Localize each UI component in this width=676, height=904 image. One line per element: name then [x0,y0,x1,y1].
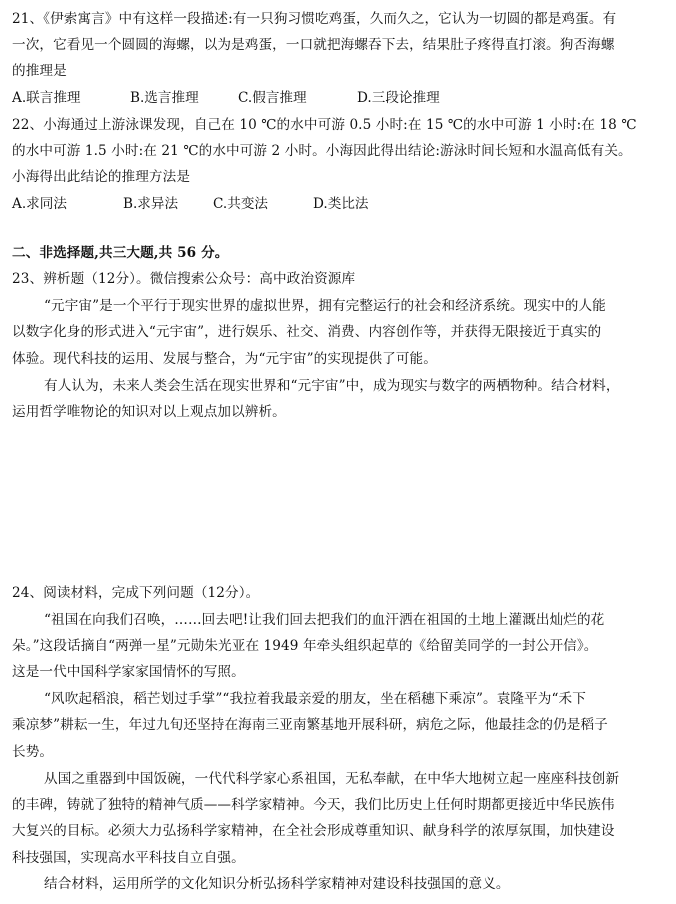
q23-header: 23、辨析题（12分）。微信搜索公众号：高中政治资源库 [12,271,356,287]
q24-para3-line-1: 从国之重器到中国饭碗，一代代科学家心系祖国，无私奉献，在中华大地树立起一座座科技创新 [44,771,620,787]
q21-line-3: 的推理是 [12,63,67,79]
q23-para2-line-1: 有人认为，未来人类会生活在现实世界和“元宇宙”中，成为现实与数字的两栖物种。结合材料， [44,378,620,394]
q24-para3-line-4: 科技强国，实现高水平科技自立自强。 [12,850,245,866]
q24-para1-line-3: 这是一代中国科学家家国情怀的写照。 [12,664,245,680]
q24-para4-line-1: 结合材料，运用所学的文化知识分析弘扬科学家精神对建设科技强国的意义。 [44,876,510,892]
q23-para1-line-1: “元宇宙”是一个平行于现实世界的虚拟世界，拥有完整运行的社会和经济系统。现实中的人能 [44,298,606,314]
q23-para1-line-2: 以数字化身的形式进入“元宇宙”，进行娱乐、社交、消费、内容创作等，并获得无限接近于真实的 [12,324,602,340]
q21-line-1: 21、《伊索寓言》中有这样一段描述:有一只狗习惯吃鸡蛋，久而久之，它认为一切圆的都是鸡蛋。有 [12,11,617,27]
q21-option-b: B.选言推理 [130,90,199,106]
q21-option-d: D.三段论推理 [357,90,440,106]
q22-line-1: 22、小海通过上游泳课发现，自己在 10 ℃的水中可游 0.5 小时:在 15 ℃的水中可游 1 小时:在 18 ℃ [12,117,637,133]
q24-header: 24、阅读材料，完成下列问题（12分）。 [12,585,260,601]
q21-line-2: 一次，它看见一个圆圆的海螺，以为是鸡蛋，一口就把海螺吞下去，结果肚子疼得直打滚。狗否海螺 [12,37,615,53]
q22-option-d: D.类比法 [313,196,369,212]
q21-option-a: A.联言推理 [12,90,81,106]
q24-para1-line-1: “祖国在向我们召唤，……回去吧!让我们回去把我们的血汗洒在祖国的土地上灌溉出灿烂的花 [44,612,605,628]
q24-para2-line-3: 长势。 [12,744,54,760]
q24-para2-line-2: 乘凉梦”耕耘一生，年过九旬还坚持在海南三亚南繁基地开展科研，病危之际，他最挂念的仍是稻子 [12,717,608,733]
q21-option-c: C.假言推理 [238,90,307,106]
q23-para2-line-2: 运用哲学唯物论的知识对以上观点加以辨析。 [12,404,286,420]
q24-para3-line-2: 的丰碑，铸就了独特的精神气质——科学家精神。今天，我们比历史上任何时期都更接近中华民族伟 [12,797,615,813]
q23-para1-line-3: 体验。现代科技的运用、发展与整合，为“元宇宙”的实现提供了可能。 [12,351,437,367]
section-2-title: 二、非选择题,共三大题,共 56 分。 [12,245,229,261]
q24-para3-line-3: 大复兴的目标。必须大力弘扬科学家精神，在全社会形成尊重知识、献身科学的浓厚氛围，加快建设 [12,823,615,839]
q24-para1-line-2: 朵。”这段话摘自“两弹一星”元勋朱光亚在 1949 年牵头组织起草的《给留美同学的一封公开信》。 [12,638,598,654]
q22-line-2: 的水中可游 1.5 小时:在 21 ℃的水中可游 2 小时。小海因此得出结论:游泳时间长短和水温高低有关。 [12,143,632,159]
q24-para2-line-1: “风吹起稻浪，稻芒划过手掌”“我拉着我最亲爱的朋友，坐在稻穗下乘凉”。袁隆平为“禾下 [44,691,586,707]
q22-option-c: C.共变法 [213,196,269,212]
q22-option-b: B.求异法 [123,196,179,212]
q22-option-a: A.求同法 [12,196,67,212]
q22-line-3: 小海得出此结论的推理方法是 [12,169,191,185]
